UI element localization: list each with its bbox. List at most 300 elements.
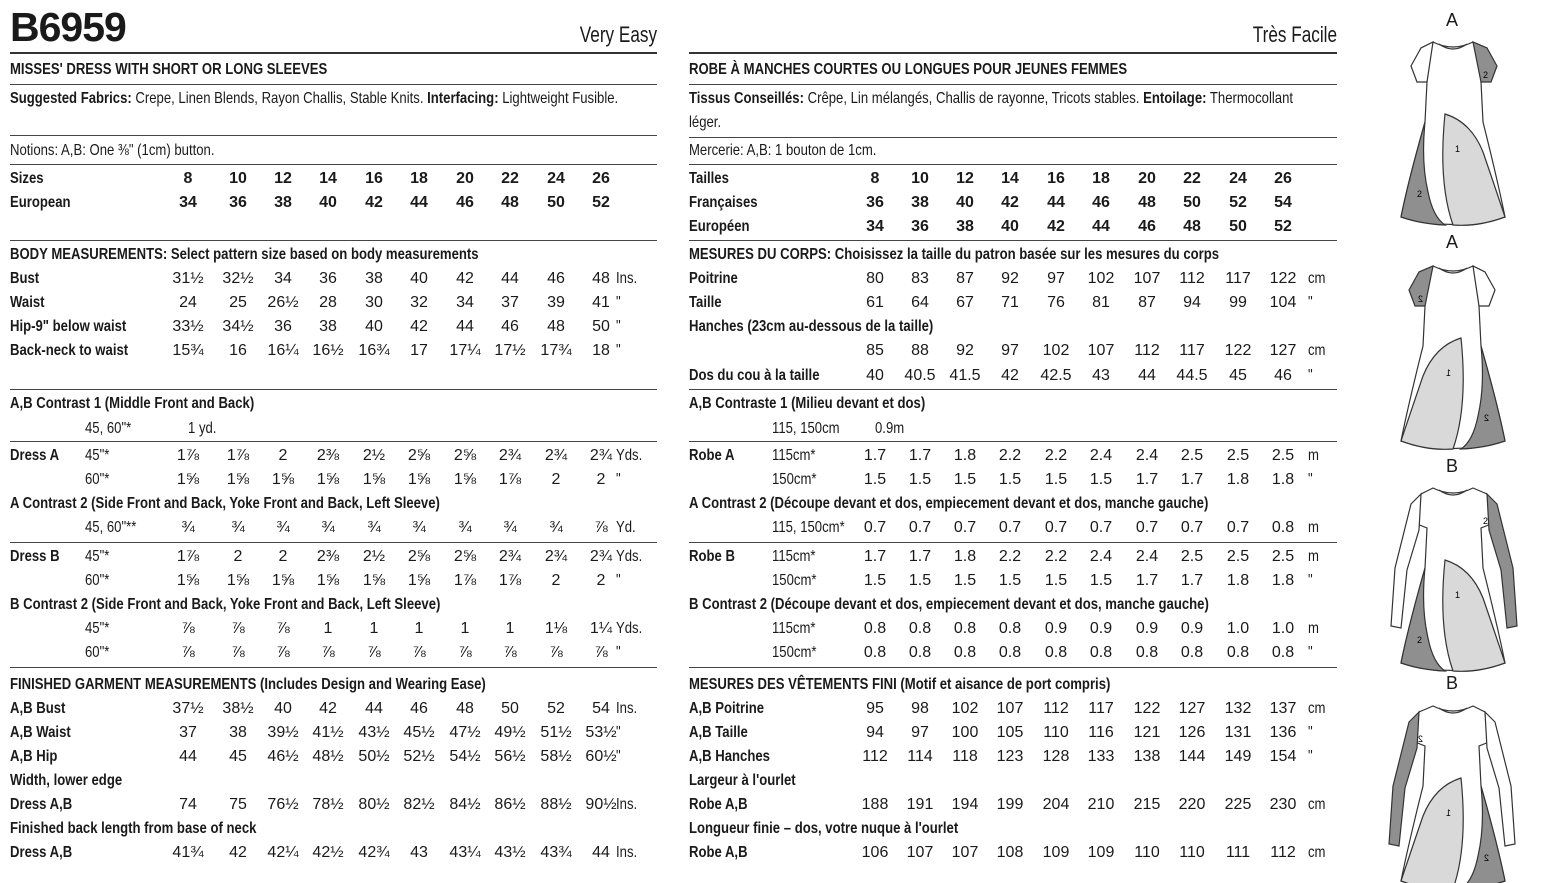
fabrics-line-fr-part: Entoilage:: [1143, 90, 1207, 107]
pattern-code: B6959: [10, 4, 126, 50]
fabric-width: 115cm*: [772, 620, 816, 637]
table-cell: 14: [319, 170, 337, 187]
table-cell: 106: [861, 844, 889, 861]
european-row: [10, 191, 657, 215]
b-contrast2-row-fr: [689, 617, 1337, 641]
table-cell: 1⅝: [407, 572, 431, 589]
table-cell: 38: [365, 270, 383, 287]
table-cell: 1⅞: [498, 471, 522, 488]
fabric-width: 60"*: [85, 644, 110, 661]
table-cell: 1⅞: [176, 548, 200, 565]
figure-label: A: [1446, 232, 1459, 252]
table-cell: 50: [1183, 194, 1201, 211]
finished-title: [10, 673, 657, 697]
table-cell: 1.5: [1089, 572, 1113, 589]
table-cell: 1.7: [1180, 572, 1204, 589]
table-cell: 38: [956, 218, 974, 235]
table-cell: 40: [274, 700, 292, 717]
table-cell: 127: [1269, 342, 1297, 359]
width-row-fr: [689, 793, 1337, 817]
table-cell: 1.8: [1271, 471, 1295, 488]
unit-label: ": [616, 342, 621, 359]
table-cell: 18: [1092, 170, 1110, 187]
table-cell: 137: [1269, 700, 1297, 717]
table-cell: 46: [410, 700, 428, 717]
figure-label: A: [1446, 10, 1459, 30]
table-cell: 0.7: [1089, 519, 1113, 536]
table-cell: 17¾: [540, 342, 572, 359]
table-cell: 48½: [312, 748, 344, 765]
finished-title-fr: [689, 673, 1337, 697]
table-cell: 36: [274, 318, 292, 335]
section-rule: [689, 164, 1337, 165]
dressB-row: [10, 569, 657, 593]
table-cell: 36: [229, 194, 247, 211]
table-cell: 42: [319, 700, 337, 717]
table-cell: 17½: [494, 342, 526, 359]
hanches-label: [689, 315, 1337, 339]
table-cell: 1⅝: [226, 471, 250, 488]
table-cell: 30: [365, 294, 383, 311]
dress-figure: [1401, 266, 1505, 449]
table-cell: 210: [1087, 796, 1115, 813]
table-cell: ¾: [549, 519, 563, 536]
table-cell: 43: [1092, 367, 1110, 384]
table-cell: 1: [505, 620, 515, 637]
table-cell: 2: [278, 447, 288, 464]
unit-label: cm: [1308, 270, 1326, 287]
table-cell: 67: [956, 294, 974, 311]
unit-label: Ins.: [616, 796, 638, 813]
row-label: Dress A: [10, 447, 60, 464]
table-cell: 85: [866, 342, 884, 359]
length-row-fr: [689, 841, 1337, 865]
width-label-fr: [689, 769, 1337, 793]
table-cell: 2.5: [1226, 548, 1250, 565]
table-cell: 112: [1270, 844, 1296, 861]
fabrics-line-fr-text: [689, 87, 1293, 111]
unit-label: Yds.: [616, 620, 643, 637]
table-cell: 2.2: [998, 548, 1022, 565]
figure-label: B: [1446, 673, 1459, 693]
table-cell: 97: [1047, 270, 1065, 287]
table-cell: 16: [229, 342, 247, 359]
dressB-row: [10, 545, 657, 569]
table-cell: 26: [1274, 170, 1292, 187]
row-label: A,B Taille: [689, 724, 748, 741]
row-label: Poitrine: [689, 270, 738, 287]
fr-header: [689, 0, 1337, 54]
row-label: Dress A,B: [10, 796, 73, 813]
table-cell: ⅞: [181, 644, 195, 661]
table-cell: 40: [365, 318, 383, 335]
table-cell: 2: [596, 572, 606, 589]
difficulty-level: Very Easy: [579, 22, 657, 47]
table-cell: 110: [1134, 844, 1160, 861]
robeB-row: [689, 569, 1337, 593]
table-cell: 102: [1087, 270, 1115, 287]
a-contrast2-title-fr: [689, 492, 1337, 516]
table-cell: 112: [1043, 700, 1069, 717]
unit-label: ": [1308, 367, 1313, 384]
table-cell: 112: [1179, 270, 1205, 287]
table-cell: 24: [1229, 170, 1247, 187]
table-cell: 126: [1178, 724, 1206, 741]
table-cell: 26½: [267, 294, 299, 311]
french-column: [689, 0, 1337, 861]
table-cell: 44: [501, 270, 519, 287]
table-cell: 36: [866, 194, 884, 211]
table-cell: 97: [911, 724, 929, 741]
row-label: Sizes: [10, 170, 44, 187]
table-cell: 102: [951, 700, 979, 717]
table-cell: 16¾: [358, 342, 390, 359]
table-cell: 1⅝: [407, 471, 431, 488]
section-rule: [10, 667, 657, 668]
table-cell: 46½: [267, 748, 299, 765]
unit-label: m: [1308, 519, 1319, 536]
table-cell: 14: [1001, 170, 1019, 187]
table-cell: 110: [1179, 844, 1205, 861]
pattern-title-fr: [689, 58, 1337, 82]
table-cell: 1.7: [863, 447, 887, 464]
table-cell: 50: [592, 318, 610, 335]
table-cell: 123: [996, 748, 1024, 765]
table-cell: 40: [319, 194, 337, 211]
body-row-fr: [689, 339, 1337, 363]
table-cell: 42: [410, 318, 428, 335]
table-cell: 54½: [449, 748, 481, 765]
table-cell: 154: [1269, 748, 1297, 765]
table-cell: 37½: [172, 700, 204, 717]
table-cell: 2¾: [589, 447, 613, 464]
table-cell: 104: [1269, 294, 1297, 311]
table-cell: 22: [501, 170, 519, 187]
table-cell: 110: [1043, 724, 1069, 741]
table-cell: 41½: [312, 724, 344, 741]
notions-line: [10, 139, 657, 163]
table-cell: 1⅞: [453, 572, 477, 589]
notions-line-fr-text: Mercerie: A,B: 1 bouton de 1cm.: [689, 142, 877, 159]
row-label: A,B Poitrine: [689, 700, 765, 717]
table-cell: 112: [1134, 342, 1160, 359]
dressA-row: [10, 444, 657, 468]
table-cell: 44: [456, 318, 474, 335]
table-cell: 18: [410, 170, 428, 187]
table-cell: 87: [956, 270, 974, 287]
table-cell: 0.8: [1271, 519, 1295, 536]
table-cell: 107: [906, 844, 934, 861]
table-cell: 2⅝: [407, 548, 431, 565]
unit-label: ": [616, 724, 621, 741]
table-cell: ⅞: [367, 644, 381, 661]
table-cell: 1.5: [908, 471, 932, 488]
table-cell: 39: [547, 294, 565, 311]
table-cell: 58½: [540, 748, 572, 765]
table-cell: 46: [501, 318, 519, 335]
length-label: [10, 817, 657, 841]
row-label: Robe A,B: [689, 796, 748, 813]
table-cell: 81: [1092, 294, 1110, 311]
table-cell: ¾: [276, 519, 290, 536]
unit-label: Yds.: [616, 548, 643, 565]
table-cell: 52: [1274, 218, 1292, 235]
table-cell: 1⅝: [316, 471, 340, 488]
fabric-width: 150cm*: [772, 572, 817, 589]
table-cell: 84½: [449, 796, 481, 813]
body-title-text: BODY MEASUREMENTS: Select pattern size based on body measurements: [10, 246, 479, 263]
body-title-fr-text: MESURES DU CORPS: Choisissez la taille du patron basée sur les mesures du corps: [689, 246, 1220, 263]
francaises-row: [689, 191, 1337, 215]
table-cell: 0.7: [1180, 519, 1204, 536]
table-cell: 44: [592, 844, 610, 861]
table-cell: 0.7: [1135, 519, 1159, 536]
table-cell: 54: [1274, 194, 1292, 211]
fabric-width: 150cm*: [772, 644, 817, 661]
unit-label: ": [616, 294, 621, 311]
table-cell: 1.5: [908, 572, 932, 589]
table-cell: 39½: [267, 724, 299, 741]
width-label: [10, 769, 657, 793]
table-cell: 1: [323, 620, 333, 637]
piece-number: 2: [1417, 635, 1423, 645]
table-cell: ⅞: [231, 620, 245, 637]
row-label: Taille: [689, 294, 722, 311]
table-cell: 1⅞: [176, 447, 200, 464]
a-contrast2-title: [10, 492, 657, 516]
table-cell: ⅞: [181, 620, 195, 637]
table-cell: 48: [1183, 218, 1201, 235]
table-cell: 2¾: [498, 447, 522, 464]
section-rule: [689, 667, 1337, 668]
unit-label: Yds.: [616, 447, 643, 464]
table-cell: 0.8: [1180, 644, 1204, 661]
table-cell: 16: [365, 170, 383, 187]
robeA-row: [689, 468, 1337, 492]
table-cell: 0.8: [1135, 644, 1159, 661]
table-cell: 44: [179, 748, 197, 765]
unit-label: cm: [1308, 700, 1326, 717]
table-cell: 41.5: [949, 367, 981, 384]
table-cell: ¾: [321, 519, 335, 536]
row-label: Françaises: [689, 194, 758, 211]
unit-label: ": [616, 318, 621, 335]
finished-title-fr-text: MESURES DES VÊTEMENTS FINI (Motif et aisance de port compris): [689, 676, 1111, 693]
fabric-width: 115, 150cm*: [772, 519, 845, 536]
table-cell: 225: [1224, 796, 1252, 813]
body-row-fr: [689, 267, 1337, 291]
garment-illustrations: [1383, 0, 1523, 883]
table-cell: 107: [951, 844, 979, 861]
table-cell: 43½: [358, 724, 390, 741]
fabric-width: 45"*: [85, 447, 110, 464]
table-cell: 22: [1183, 170, 1201, 187]
table-cell: 92: [1001, 270, 1019, 287]
table-cell: ⅞: [503, 644, 517, 661]
section-rule: [10, 389, 657, 390]
b-contrast2-title-fr-text: B Contrast 2 (Découpe devant et dos, empiecement devant et dos, manche gauche): [689, 596, 1209, 613]
body-row: [10, 339, 657, 363]
table-cell: 102: [1042, 342, 1070, 359]
table-cell: 0.9: [1089, 620, 1113, 637]
table-cell: 2.4: [1089, 548, 1113, 565]
unit-label: ": [1308, 644, 1313, 661]
piece-number: 2: [1417, 294, 1423, 304]
table-cell: 1.5: [998, 471, 1022, 488]
table-cell: 0.8: [863, 644, 887, 661]
table-cell: 46: [1092, 194, 1110, 211]
table-cell: 2.2: [1044, 548, 1068, 565]
unit-label: ": [1308, 572, 1313, 589]
table-cell: 45½: [403, 724, 435, 741]
dress-figure: [1389, 706, 1515, 883]
unit-label: Ins.: [616, 700, 638, 717]
table-cell: 52: [1229, 194, 1247, 211]
table-cell: 0.7: [953, 519, 977, 536]
section-rule: [689, 441, 1337, 442]
finished-row: [10, 721, 657, 745]
fabrics-line-part: Lightweight Fusible.: [498, 90, 619, 107]
table-cell: 1.5: [1089, 471, 1113, 488]
table-cell: 38: [229, 724, 247, 741]
fabrics-line-fr-part: Thermocollant: [1206, 90, 1294, 107]
table-cell: 47½: [449, 724, 481, 741]
table-cell: 2: [596, 471, 606, 488]
section-rule: [689, 137, 1337, 138]
table-cell: 127: [1178, 700, 1206, 717]
unit-label: ": [616, 644, 621, 661]
table-cell: 1.8: [1226, 572, 1250, 589]
row-label: Européen: [689, 218, 750, 235]
fabric-width: 60"*: [85, 471, 110, 488]
table-cell: 2¾: [544, 548, 568, 565]
table-cell: ¾: [412, 519, 426, 536]
table-cell: 42: [456, 270, 474, 287]
table-cell: 116: [1088, 724, 1114, 741]
row-label: A,B Hip: [10, 748, 58, 765]
table-cell: 1⅝: [226, 572, 250, 589]
table-cell: 95: [866, 700, 884, 717]
table-cell: 1⅞: [226, 447, 250, 464]
table-cell: 0.7: [863, 519, 887, 536]
table-cell: 34½: [222, 318, 254, 335]
table-cell: 17¼: [449, 342, 481, 359]
table-cell: 36: [319, 270, 337, 287]
notions-line-text: Notions: A,B: One ⅜" (1cm) button.: [10, 142, 215, 159]
table-cell: 215: [1133, 796, 1161, 813]
table-cell: 12: [274, 170, 292, 187]
table-cell: 194: [951, 796, 979, 813]
table-cell: 2.5: [1271, 548, 1295, 565]
fabrics-line2-fr-text: léger.: [689, 114, 722, 131]
contrast1-title-fr: [689, 392, 1337, 416]
table-cell: 199: [996, 796, 1024, 813]
table-cell: 74: [179, 796, 197, 813]
table-cell: 28: [319, 294, 337, 311]
width-label-fr-text: Largeur à l'ourlet: [689, 772, 796, 789]
table-cell: ¾: [181, 519, 195, 536]
table-cell: 1.5: [1044, 471, 1068, 488]
table-cell: 1.5: [953, 572, 977, 589]
unit-label: cm: [1308, 796, 1326, 813]
table-cell: 38½: [222, 700, 254, 717]
table-cell: 1: [414, 620, 424, 637]
fabrics-line-fr: [689, 87, 1337, 111]
b-contrast2-title-text: B Contrast 2 (Side Front and Back, Yoke Front and Back, Left Sleeve): [10, 596, 441, 613]
table-cell: 1.5: [953, 471, 977, 488]
table-cell: 40: [1001, 218, 1019, 235]
table-cell: 41: [592, 294, 610, 311]
fabrics-line: [10, 87, 657, 111]
contrast1-title-text: A,B Contrast 1 (Middle Front and Back): [10, 395, 255, 412]
piece-number: 2: [1483, 70, 1489, 80]
unit-label: ": [1308, 471, 1313, 488]
b-contrast2-title: [10, 593, 657, 617]
table-cell: 1⅝: [453, 471, 477, 488]
table-cell: 83: [911, 270, 929, 287]
table-cell: 1⅝: [176, 471, 200, 488]
length-label-fr-text: Longueur finie – dos, votre nuque à l'ourlet: [689, 820, 959, 837]
table-cell: 88: [911, 342, 929, 359]
contrast1-title-fr-text: A,B Contraste 1 (Milieu devant et dos): [689, 395, 926, 412]
unit-label: cm: [1308, 342, 1326, 359]
table-cell: 0.7: [1044, 519, 1068, 536]
table-cell: 107: [1087, 342, 1115, 359]
table-cell: 32½: [222, 270, 254, 287]
table-cell: 64: [911, 294, 929, 311]
section-rule: [689, 389, 1337, 390]
dress-figure: [1401, 42, 1505, 225]
sizes-row: [10, 167, 657, 191]
table-cell: 43: [410, 844, 428, 861]
table-cell: 144: [1178, 748, 1206, 765]
unit-label: Ins.: [616, 270, 638, 287]
b-contrast2-row-fr: [689, 641, 1337, 665]
table-cell: 71: [1001, 294, 1019, 311]
table-cell: 114: [907, 748, 933, 765]
table-cell: 8: [183, 170, 193, 187]
table-cell: 40: [956, 194, 974, 211]
section-rule: [689, 84, 1337, 85]
table-cell: 1⅝: [176, 572, 200, 589]
table-cell: ⅞: [594, 519, 608, 536]
table-cell: 90½: [585, 796, 617, 813]
table-cell: 48: [501, 194, 519, 211]
table-cell: 112: [862, 748, 888, 765]
table-cell: 37: [179, 724, 197, 741]
table-cell: 1⅝: [271, 471, 295, 488]
table-cell: 128: [1042, 748, 1070, 765]
dressA-row: [10, 468, 657, 492]
table-cell: 44: [1138, 367, 1156, 384]
row-label: Hip-9" below waist: [10, 318, 127, 335]
table-cell: 0.8: [998, 620, 1022, 637]
table-cell: 88½: [540, 796, 572, 813]
table-cell: 2: [278, 548, 288, 565]
section-rule: [689, 542, 1337, 543]
finished-row: [10, 745, 657, 769]
pattern-title: [10, 58, 657, 82]
table-cell: 75: [229, 796, 247, 813]
table-cell: 108: [996, 844, 1024, 861]
contrast1-row: [10, 417, 657, 441]
table-cell: 8: [870, 170, 880, 187]
table-cell: 204: [1042, 796, 1070, 813]
table-cell: 2.2: [1044, 447, 1068, 464]
table-cell: 117: [1225, 270, 1251, 287]
unit-label: ": [1308, 724, 1313, 741]
table-cell: 54: [592, 700, 610, 717]
